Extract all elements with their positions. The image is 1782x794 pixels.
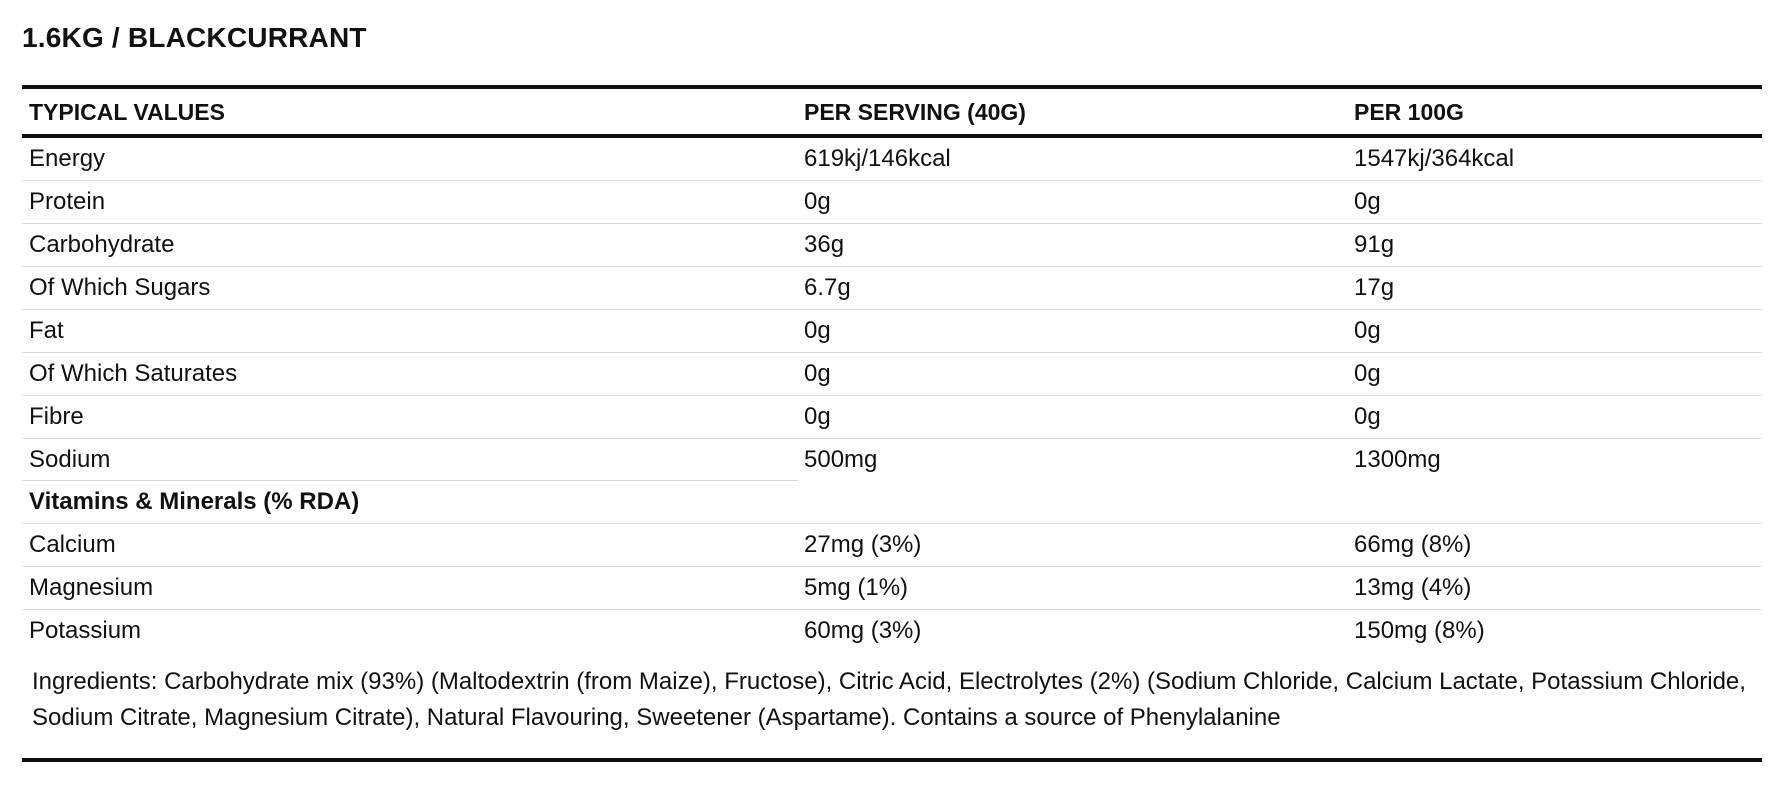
ingredients-text: Ingredients: Carbohydrate mix (93%) (Maltodextrin (from Maize), Fructose), Citric Acid, Electrolytes (2%) (Sodium Chloride, Calcium Lactate, Potassium Chloride, Sodium Citrate, Magnesium Citrate), Natural Flavouring, Sweetener (Aspartame). Contains a source of Phenylalanine (32, 668, 1746, 731)
row-label: Magnesium (29, 574, 154, 601)
product-title: 1.6KG / BLACKCURRANT (22, 22, 367, 53)
table-row (22, 267, 1762, 310)
table-row (22, 224, 1762, 267)
bottom-divider (22, 758, 1762, 762)
per-serving-value: 60mg (3%) (804, 617, 922, 644)
per-serving-value: 619kj/146kcal (804, 145, 951, 172)
nutrition-table (22, 85, 1762, 652)
row-label: Of Which Sugars (29, 274, 211, 301)
per-100g-value: 66mg (8%) (1354, 531, 1472, 558)
per-serving-value: 0g (804, 360, 831, 387)
table-row (22, 524, 1762, 567)
per-serving-value: 0g (804, 317, 831, 344)
per-100g-value: 0g (1354, 360, 1381, 387)
per-serving-value: 500mg (804, 446, 878, 473)
per-serving-value: 0g (804, 188, 831, 215)
table-row (22, 610, 1762, 652)
per-serving-value: 6.7g (804, 274, 851, 301)
table-row (22, 138, 1762, 181)
row-label: Fat (29, 317, 64, 344)
row-label: Calcium (29, 531, 116, 558)
row-label: Fibre (29, 403, 84, 430)
row-label: Sodium (29, 446, 111, 473)
table-row (22, 353, 1762, 396)
table-row (22, 310, 1762, 353)
row-label: Energy (29, 145, 106, 172)
table-row (22, 181, 1762, 224)
row-label: Potassium (29, 617, 142, 644)
header-per-serving: PER SERVING (40G) (804, 99, 1026, 125)
per-serving-value: 5mg (1%) (804, 574, 909, 601)
header-typical-values: TYPICAL VALUES (29, 99, 225, 125)
table-row (22, 567, 1762, 610)
per-100g-value: 0g (1354, 403, 1381, 430)
header-per-100g: PER 100G (1354, 99, 1464, 125)
per-100g-value: 0g (1354, 188, 1381, 215)
table-header-row (22, 89, 1762, 138)
row-label: Carbohydrate (29, 231, 175, 258)
row-label: Of Which Saturates (29, 360, 238, 387)
row-label: Protein (29, 188, 106, 215)
per-100g-value: 0g (1354, 317, 1381, 344)
per-100g-value: 13mg (4%) (1354, 574, 1472, 601)
per-100g-value: 150mg (8%) (1354, 617, 1485, 644)
per-serving-value: 36g (804, 231, 845, 258)
section-heading-vitamins (22, 481, 1762, 524)
table-row (22, 439, 1762, 481)
table-row (22, 396, 1762, 439)
section-label: Vitamins & Minerals (% RDA) (29, 488, 360, 515)
per-100g-value: 17g (1354, 274, 1395, 301)
per-serving-value: 0g (804, 403, 831, 430)
per-100g-value: 91g (1354, 231, 1395, 258)
per-100g-value: 1300mg (1354, 446, 1441, 473)
per-serving-value: 27mg (3%) (804, 531, 922, 558)
per-100g-value: 1547kj/364kcal (1354, 145, 1515, 172)
